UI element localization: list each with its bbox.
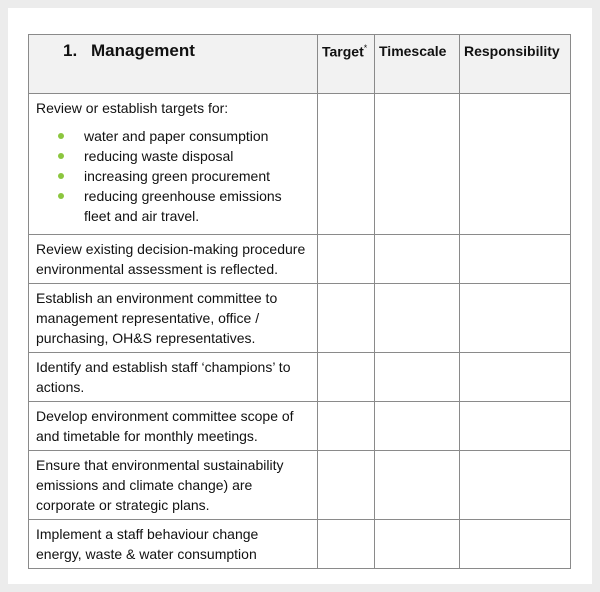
task-line: environmental assessment is reflected. [36,261,278,277]
target-label: Target [322,43,364,60]
target-cell[interactable] [318,520,375,569]
task-line: actions. [36,379,85,395]
table-row [29,94,571,235]
task-line: emissions and climate change) are [36,477,253,493]
task-line: purchasing, OH&S representatives. [36,330,256,346]
table-row [29,402,571,451]
management-action-table [28,34,571,569]
task-line: Implement a staff behaviour change [36,526,259,542]
task-cell [29,94,318,235]
task-line: Establish an environment committee to [36,290,278,306]
bullet-text: reducing greenhouse emissions [84,188,282,204]
responsibility-cell[interactable] [460,235,571,284]
task-cell [29,402,318,451]
task-cell [29,451,318,520]
target-bullet-list [36,126,313,226]
responsibility-cell[interactable] [460,353,571,402]
bullet-icon [58,193,64,199]
column-header-responsibility: Responsibility [460,35,571,94]
bullet-continuation: fleet and air travel. [84,208,200,224]
responsibility-cell[interactable] [460,284,571,353]
list-item [36,126,313,146]
target-cell[interactable] [318,353,375,402]
timescale-cell[interactable] [375,94,460,235]
column-header-timescale: Timescale [375,35,460,94]
list-item [36,146,313,166]
table-row [29,520,571,569]
bullet-icon [58,153,64,159]
task-line: corporate or strategic plans. [36,497,210,513]
table-row [29,451,571,520]
bullet-text: reducing waste disposal [84,148,234,164]
responsibility-cell[interactable] [460,520,571,569]
table-row [29,353,571,402]
table-header-row [29,35,571,94]
table-row [29,284,571,353]
task-line: and timetable for monthly meetings. [36,428,258,444]
timescale-cell[interactable] [375,353,460,402]
task-cell [29,235,318,284]
table-row [29,235,571,284]
task-line: Develop environment committee scope of [36,408,294,424]
bullet-text: water and paper consumption [84,128,269,144]
bullet-text: increasing green procurement [84,168,270,184]
list-item [36,186,313,206]
timescale-cell[interactable] [375,235,460,284]
target-cell[interactable] [318,451,375,520]
responsibility-cell[interactable] [460,94,571,235]
section-title: Management [91,41,195,60]
section-number: 1. [63,41,78,60]
task-cell [29,284,318,353]
task-line: Review existing decision-making procedure [36,241,306,257]
timescale-cell[interactable] [375,520,460,569]
task-line: Identify and establish staff ‘champions’ to [36,359,291,375]
list-item [36,166,313,186]
timescale-cell[interactable] [375,284,460,353]
column-header-target [318,35,375,94]
bullet-icon [58,173,64,179]
task-line: energy, waste & water consumption [36,546,257,562]
target-cell[interactable] [318,284,375,353]
task-intro: Review or establish targets for: [36,100,229,116]
section-heading [29,35,318,94]
timescale-cell[interactable] [375,402,460,451]
target-footnote-mark: * [363,43,368,53]
target-cell[interactable] [318,235,375,284]
task-cell [29,353,318,402]
responsibility-cell[interactable] [460,451,571,520]
task-cell [29,520,318,569]
responsibility-cell[interactable] [460,402,571,451]
task-line: management representative, office / [36,310,260,326]
task-line: Ensure that environmental sustainability [36,457,284,473]
timescale-cell[interactable] [375,451,460,520]
bullet-icon [58,133,64,139]
target-cell[interactable] [318,94,375,235]
target-cell[interactable] [318,402,375,451]
